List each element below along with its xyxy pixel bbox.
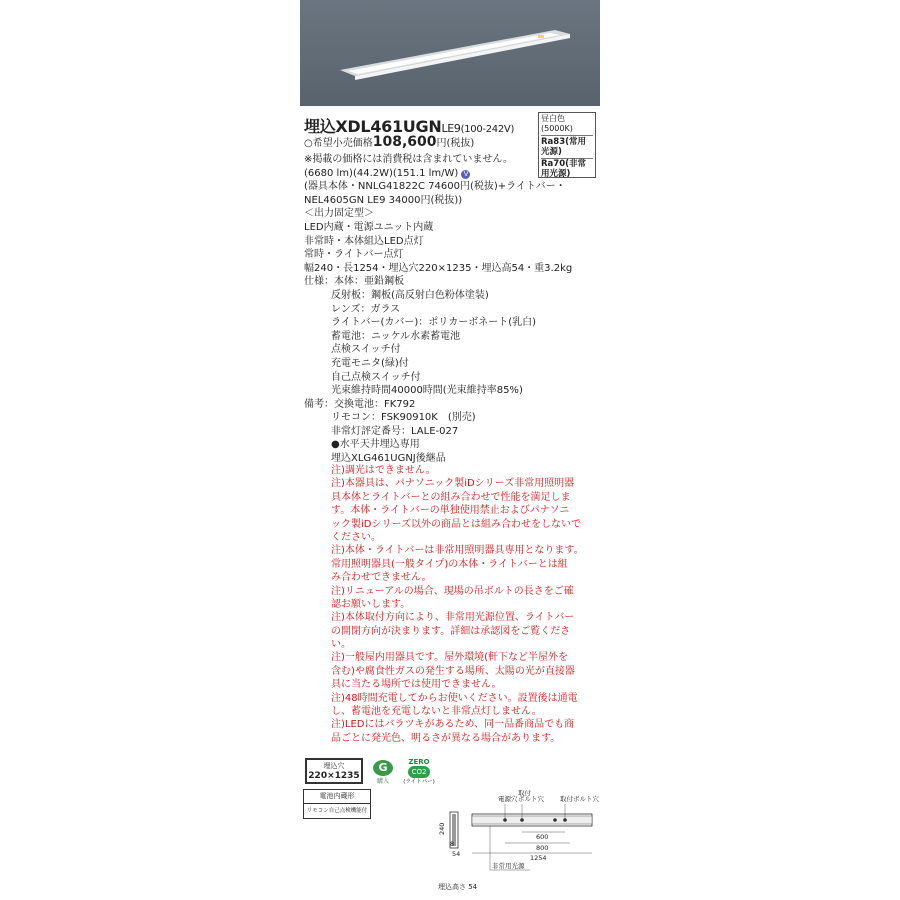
ra70-label: Ra70(非常用光源): [541, 158, 593, 179]
green-purchase-badge: [372, 760, 394, 786]
spec-item: 充電モニタ(緑)付: [331, 357, 409, 369]
biko-item: 非常灯評定番号：LALE-027: [331, 425, 459, 437]
zero-label: ZERO: [408, 758, 430, 766]
note-line: 常用照明器具(一般タイプ)の本体・ライトバーとは組: [331, 558, 568, 570]
cutout-label: 埋込穴: [323, 762, 345, 770]
product-photo: [300, 0, 600, 106]
spec-item: 蓄電池：ニッケル水素蓄電池: [331, 330, 461, 342]
tax-note: ※掲載の価格には消費税は含まれていません。: [304, 154, 513, 165]
note-line: 認お願いします。: [331, 598, 411, 610]
price-label: ○希望小売価格: [304, 138, 373, 149]
note-line: い。: [331, 639, 351, 651]
note-line: ック製iDシリーズ以外の商品とは組み合わせをしないで: [331, 518, 581, 530]
spec-item: 点検スイッチ付: [331, 344, 401, 356]
note-line: 注)48時間充電してからお使いください。設置後は通電: [331, 692, 578, 704]
spec-body: 仕様：本体：亜鉛鋼板: [304, 276, 404, 288]
note-line: し、蓄電池を充電しないと非常点灯しません。: [331, 706, 542, 718]
note-line: 注)本体・ライトバーは非常用照明器具専用となります。: [331, 545, 584, 557]
note-line: す。本体・ライトバーの単独使用禁止およびパナソニ: [331, 505, 570, 517]
dimension-diagram: [430, 790, 600, 895]
lumen-line: (6680 lm)(44.2W)(151.1 lm/W) V: [304, 167, 572, 181]
label-emergency-source: 非常用光源: [492, 862, 525, 870]
product-model: 埋込XDL461UGN: [304, 117, 442, 136]
spec-item: レンズ：ガラス: [331, 303, 401, 315]
ra83-label: Ra83(常用光源): [541, 137, 586, 157]
biko-item: ●水平天井埋込専用: [331, 439, 420, 451]
normal-lighting: 常時・ライトバー点灯: [304, 249, 404, 261]
label-bolt-hole-1b: ボルト穴: [518, 795, 544, 803]
dimensions-line: 幅240・長1254・埋込穴220×1235・埋込高54・重3.2kg: [304, 262, 573, 274]
spec-item: 反射板：鋼板(高反射白色粉体塗装): [331, 289, 489, 301]
note-line: 具本体とライトバーとの組み合わせで性能を満足しま: [331, 491, 571, 503]
fixture-photo-illustration: [300, 0, 600, 106]
note-line: 注)本器具は、パナソニック製iDシリーズ非常用照明器: [331, 478, 575, 490]
spec-block: [304, 153, 572, 466]
zero-co2-badge: [402, 758, 436, 790]
color-temp-box: [538, 112, 596, 178]
note-line: ください。: [331, 531, 381, 543]
label-recess-height: 埋込高さ 54: [438, 883, 478, 891]
green-purchase-label: 購入: [376, 778, 389, 785]
note-line: 注)リニューアルの場合、現場の吊ボルトの長さをご確: [331, 585, 574, 597]
biko-item: 埋込XLG461UGNJ後継品: [331, 453, 446, 465]
dim-600: 600: [536, 833, 549, 841]
remote-label: リモコン自己点検機能付: [306, 808, 368, 814]
spec-item: 自己点検スイッチ付: [331, 371, 421, 383]
note-line: 含む)や腐食性ガスの発生する場所、太陽の光が直接器: [331, 665, 575, 677]
dim-8: 8: [450, 840, 455, 848]
spec-item: 光束維持時間40000時間(光束維持率85%): [331, 385, 523, 397]
composition-line-2: NEL4605GN LE9 34000円(税抜)): [304, 194, 463, 206]
note-line: 具に当たる場所では使用できません。: [331, 679, 502, 691]
price-value: 108,600: [372, 134, 437, 150]
zero-note: (ライトバー): [403, 779, 435, 785]
v-mark-icon: V: [461, 170, 470, 179]
price-line: [304, 136, 474, 151]
green-leaf-icon: G: [373, 760, 393, 776]
output-type: ＜出力固定型＞: [304, 208, 374, 220]
cutout-value: 220×1235: [308, 771, 360, 781]
label-bolt-hole-2: 取付ボルト穴: [560, 795, 599, 803]
note-line: 注)一般屋内用器具です。屋外環境(軒下など半屋外を: [331, 652, 569, 664]
color-temp: 昼白色(5000K): [541, 114, 593, 136]
note-line: み合わせできません。: [331, 572, 432, 584]
product-model-suffix: LE9: [441, 122, 461, 135]
dim-240: 240: [438, 822, 446, 835]
note-line: 注)本体取付方向により、非常用光源位置、ライトバー: [331, 612, 575, 624]
dim-800: 800: [536, 844, 549, 852]
fixture-lens: [472, 816, 592, 824]
spec-item: ライトバー(カバー)：ポリカーボネート(乳白): [331, 317, 537, 329]
biko-battery: 備考：交換電池：FK792: [304, 398, 416, 410]
led-builtin: LED内蔵・電源ユニット内蔵: [304, 221, 434, 233]
label-power-hole: 電源穴: [498, 795, 518, 803]
battery-label: 電池内蔵形: [304, 790, 370, 804]
bolt-hole-icon: [553, 818, 557, 822]
cutout-box: [305, 758, 363, 784]
product-voltage: (100-242V): [460, 124, 515, 135]
note-line: 注)LEDにはバラツキがあるため、同一品番商品でも商: [331, 719, 575, 731]
emergency-lighting: 非常時・本体組込LED点灯: [304, 235, 424, 247]
price-unit: 円(税抜): [436, 138, 475, 149]
biko-item: リモコン：FSK90910K (別売): [331, 412, 476, 424]
dim-1254: 1254: [530, 854, 547, 862]
notes-block: [331, 464, 584, 745]
co2-leaf-icon: CO2: [408, 766, 430, 778]
composition-line-1: (器具本体・NNLG41822C 74600円(税抜)+ライトバー・: [304, 181, 566, 193]
note-line: の開閉方向が決まります。詳細は承認図をご覧くださ: [331, 625, 571, 637]
dim-54: 54: [452, 850, 461, 858]
note-line: 注)調光はできません。: [331, 465, 436, 476]
label-bolt-hole-1: 取付: [518, 790, 531, 797]
battery-box: [303, 789, 371, 819]
note-line: 品ごとに発光色、明るさが異なる場合があります。: [331, 732, 561, 744]
